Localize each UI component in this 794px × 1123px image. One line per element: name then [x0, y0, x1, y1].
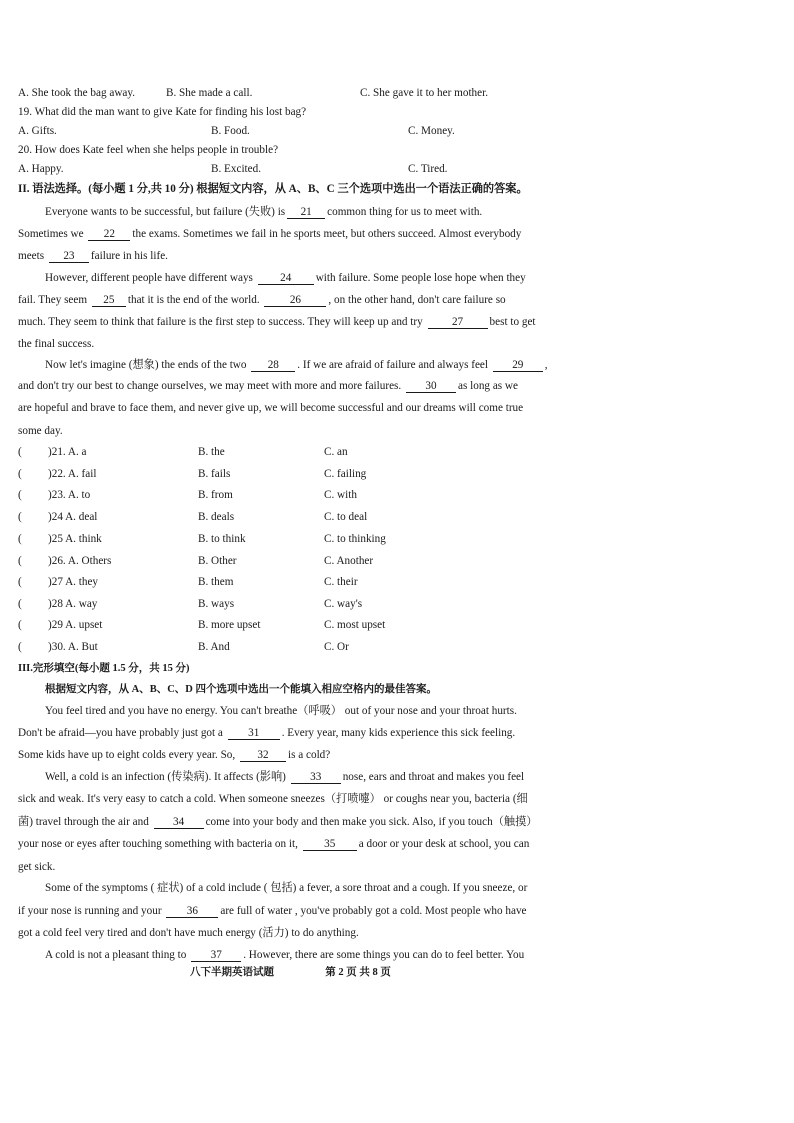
- blank-24[interactable]: 24: [258, 273, 314, 285]
- cloze-instruction: 根据短文内容，从 A、B、C、D 四个选项中选出一个能填入相应空格内的最佳答案。: [45, 684, 438, 695]
- cloze-heading: III.完形填空(每小题 1.5 分，共 15 分): [18, 663, 190, 674]
- cloze-line-3: Some kids have up to eight colds every year. So, 32 is a cold?: [18, 749, 331, 761]
- cloze-line-6: 菌) travel through the air and 34 come into your body and then make you sick. Also, if you touch（触摸）: [18, 816, 538, 828]
- option-a: A. Happy.: [18, 163, 64, 175]
- grammar-line-3: meets 23 failure in his life.: [18, 250, 168, 262]
- option-c: C. Money.: [408, 125, 455, 137]
- grammar-line-10: are hopeful and brave to face them, and never give up, we will become successful and our dreams will come true: [18, 402, 524, 414]
- blank-27[interactable]: 27: [428, 317, 488, 329]
- grammar-line-9: and don't try our best to change ourselves, we may meet with more and more failures. 30 as long as we: [18, 380, 518, 392]
- blank-23[interactable]: 23: [49, 251, 89, 263]
- blank-35[interactable]: 35: [303, 839, 357, 851]
- option-b: B. She made a call.: [166, 87, 253, 99]
- cloze-line-1: You feel tired and you have no energy. You can't breathe（呼吸） out of your nose and your throat hurts.: [45, 705, 517, 717]
- cloze-line-11: got a cold feel very tired and don't have much energy (活力) to do anything.: [18, 927, 359, 939]
- blank-37[interactable]: 37: [191, 950, 241, 962]
- cloze-line-7: your nose or eyes after touching something with bacteria on it, 35 a door or your desk at school, you can: [18, 838, 530, 850]
- blank-30[interactable]: 30: [406, 381, 456, 393]
- option-a: A. She took the bag away.: [18, 87, 136, 99]
- page-footer: [190, 964, 391, 979]
- option-c: C. Tired.: [408, 163, 448, 175]
- exam-page: A. She took the bag away. B. She made a call. C. She gave it to her mother. 19. What did the man want to give Kate for finding his lost bag? A. Gifts. B. Food. C. Money. 20. How does Kate feel when she helps people in trouble? A. Happy. B. Excited. C. Tired. II. 语法选择。(每小题 1 分,共 10 分) 根据短文内容，从 A、B、C 三个选项中选出一个语法正确的答案。 Everyone wants to be successful, but failure (失败) is 21 common thing for us to meet with. Sometimes we 22 the exams. Sometimes we fail in he sports meet, but others succeed. Almost everybody meets 23 failure in his life. However, different people have different ways 24 with failure. Some people lose hope when they fail. They seem 25 that it is the end of the world. 26 , on the other hand, don't care failure so much. They seem to think that failure is the first step to success. They will keep up and try 27 best to get the final success. Now let's imagine (想象) the ends of the two 28 . If we are afraid of failure and always feel 29 , and don't try our best to change ourselves, we may meet with more and more failures. 30 as long as we are hopeful and brave to face them, and never give up, we will become successful and our dreams will come true some day. ( )21. A. a B. the C. an ( )22. A. fail B. fails C. failing ( )23. A. to B. from C. with ( )24 A. deal B. deals C. to deal ( )25 A. think B. to think C. to thinking ( )26. A. Others B. Other C. Another ( )27 A. they B. them C. their ( )28 A. way B. ways C. way's ( )29 A. upset B. more upset C. most upset ( )30. A. But B. And C. Or III.完形填空(每小题 1.5 分，共 15 分) 根据短文内容，从 A、B、C、D 四个选项中选出一个能填入相应空格内的最佳答案。 You feel tired and you have no energy. You can't breathe（呼吸） out of your nose and your throat hurts. Don't be afraid—you have probably just got a 31 . Every year, many kids experience this sick feeling. Some kids have up to eight colds every year. So, 32 is a cold? Well, a cold is an infection (传染病). It affects (影响) 33 nose, ears and throat and makes you feel sick and weak. It's very easy to catch a cold. When someone sneezes（打喷嚏） or coughs near you, bacteria (细 菌) travel through the air and 34 come into your body and then make you sick. Also, if you touch（触摸） your nose or eyes after touching something with bacteria on it, 35 a door or your desk at school, you can get sick. Some of the symptoms ( 症状) of a cold include ( 包括) a fever, a sore throat and a cough. If you sneeze, or if your nose is running and your 36 are full of water , you've probably got a cold. Most people who have got a cold feel very tired and don't have much energy (活力) to do anything. A cold is not a pleasant thing to 37 . However, there are some things you can do to feel better. You 八下半期英语试题 第 2 页 共 8 页: [0, 0, 794, 1123]
- blank-21[interactable]: 21: [287, 207, 325, 219]
- grammar-line-4: However, different people have different ways 24 with failure. Some people lose hope when they: [45, 272, 526, 284]
- grammar-line-6: much. They seem to think that failure is the first step to success. They will keep up and try 27 best to get: [18, 316, 536, 328]
- cloze-line-9: Some of the symptoms ( 症状) of a cold include ( 包括) a fever, a sore throat and a cough. If you sneeze, or: [45, 882, 528, 894]
- cloze-line-5: sick and weak. It's very easy to catch a cold. When someone sneezes（打喷嚏） or coughs near you, bacteria (细: [18, 793, 528, 805]
- q20-question: 20. How does Kate feel when she helps people in trouble?: [18, 144, 279, 156]
- exam-title: 八下半期英语试题: [190, 967, 274, 978]
- grammar-line-5: fail. They seem 25 that it is the end of the world. 26 , on the other hand, don't care failure so: [18, 294, 506, 306]
- option-a: A. Gifts.: [18, 125, 57, 137]
- blank-33[interactable]: 33: [291, 772, 341, 784]
- option-b: B. Food.: [211, 125, 250, 137]
- grammar-line-11: some day.: [18, 425, 63, 437]
- option-c: C. She gave it to her mother.: [360, 87, 489, 99]
- grammar-heading: II. 语法选择。(每小题 1 分,共 10 分) 根据短文内容，从 A、B、C 三个选项中选出一个语法正确的答案。: [18, 183, 528, 195]
- blank-34[interactable]: 34: [154, 817, 204, 829]
- blank-36[interactable]: 36: [166, 906, 218, 918]
- grammar-line-1: Everyone wants to be successful, but failure (失败) is 21 common thing for us to meet with.: [45, 206, 483, 218]
- blank-25[interactable]: 25: [92, 295, 126, 307]
- blank-26[interactable]: 26: [264, 295, 326, 307]
- grammar-line-8: Now let's imagine (想象) the ends of the two 28 . If we are afraid of failure and always feel 29 ,: [45, 359, 548, 371]
- blank-31[interactable]: 31: [228, 728, 280, 740]
- blank-32[interactable]: 32: [240, 750, 286, 762]
- q19-question: 19. What did the man want to give Kate for finding his lost bag?: [18, 106, 307, 118]
- blank-28[interactable]: 28: [251, 360, 295, 372]
- blank-22[interactable]: 22: [88, 229, 130, 241]
- cloze-line-8: get sick.: [18, 861, 56, 873]
- cloze-line-12: A cold is not a pleasant thing to 37 . However, there are some things you can do to feel better. You: [45, 949, 525, 961]
- cloze-line-10: if your nose is running and your 36 are full of water , you've probably got a cold. Most people who have: [18, 905, 527, 917]
- option-b: B. Excited.: [211, 163, 262, 175]
- grammar-line-7: the final success.: [18, 338, 95, 350]
- grammar-line-2: Sometimes we 22 the exams. Sometimes we fail in he sports meet, but others succeed. Almost everybody: [18, 228, 522, 240]
- cloze-line-2: Don't be afraid—you have probably just got a 31 . Every year, many kids experience this sick feeling.: [18, 727, 516, 739]
- blank-29[interactable]: 29: [493, 360, 543, 372]
- cloze-line-4: Well, a cold is an infection (传染病). It affects (影响) 33 nose, ears and throat and makes you feel: [45, 771, 525, 783]
- page-number: 第 2 页 共 8 页: [325, 967, 391, 978]
